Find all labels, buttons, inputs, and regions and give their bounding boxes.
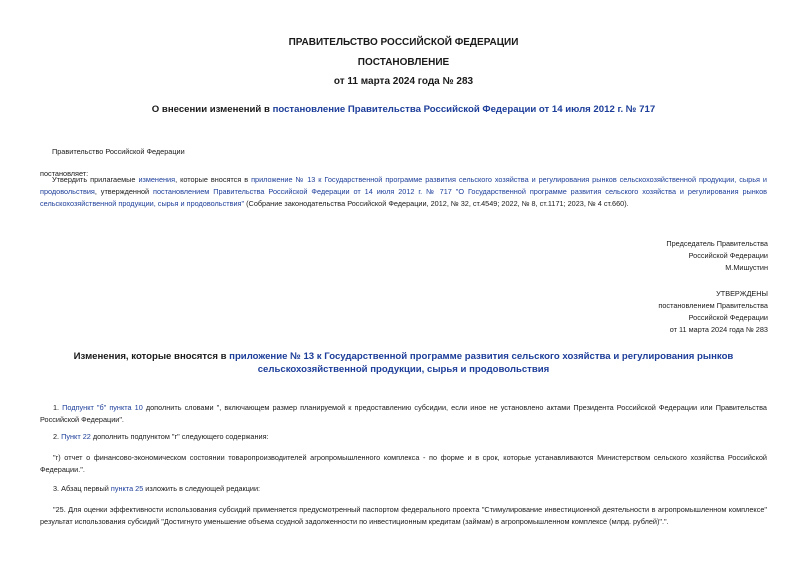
doc-date-number: от 11 марта 2024 года № 283: [333, 76, 474, 87]
item-1: [40, 402, 767, 426]
subtitle-prefix: Изменения, которые вносятся в: [73, 351, 230, 362]
item-3-text-end: изложить в следующей редакции:: [143, 484, 261, 493]
subtitle-annex-link[interactable]: приложение № 13 к Государственной программе развития сельского хозяйства и регулирования рынков сельскохозяйственной продукции, сырья и продовольствия: [229, 351, 734, 375]
item-2-link[interactable]: Пункт 22: [61, 432, 91, 441]
approval-line3: Российской Федерации: [688, 313, 768, 322]
preamble-paragraph: [40, 174, 767, 210]
item-3: [53, 483, 260, 495]
item-2-number: 2.: [53, 432, 62, 441]
item-1-link[interactable]: Подпункт "б" пункта 10: [62, 403, 143, 412]
approval-heading: УТВЕРЖДЕНЫ: [716, 289, 768, 298]
item-1-text: дополнить словами ", включающем размер планируемой к предоставлению субсидии, если иное не установлено актами Президента Российской Федерации или Правительства Российской Федерации".: [40, 403, 767, 424]
preamble-text-mid2: , утвержденной: [94, 187, 154, 196]
approval-line2: постановлением Правительства: [658, 301, 768, 310]
item-1-number: 1.: [53, 403, 63, 412]
preamble-text-end: (Собрание законодательства Российской Федерации, 2012, № 32, ст.4549; 2022, № 8, ст.1171; 2023, № 4 ст.660).: [244, 199, 629, 208]
approval-block: [548, 288, 768, 336]
government-heading: ПРАВИТЕЛЬСТВО РОССИЙСКОЙ ФЕДЕРАЦИИ: [288, 37, 519, 48]
issuer-text: Правительство Российской Федерации: [52, 147, 185, 156]
approval-date: от 11 марта 2024 года № 283: [669, 325, 768, 334]
preamble-text-start: Утвердить прилагаемые: [52, 175, 139, 184]
item-2: [53, 431, 269, 443]
decree-link[interactable]: постановлением Правительства Российской Федерации от 14 июля 2012 г. № 717 "О Государственной программе развития сельского хозяйства и регулирования рынков сельскохозяйственной продукции, сырья и продовольствия": [40, 187, 767, 208]
signature-position: Председатель Правительства: [666, 239, 768, 248]
item-2-text: дополнить подпунктом "г" следующего содержания:: [90, 432, 269, 441]
signature-name: М.Мишустин: [725, 263, 768, 272]
item-3-quote: "25. Для оценки эффективности использования субсидий применяется предусмотренный паспортом федерального проекта "Стимулирование инвестиционной деятельности в агропромышленном комплексе" результат использования субсидий "Достигнуто уменьшение объема ссудной задолженности по инвестиционным кредитам (займам) в агропромышленном комплексе (млрд. рублей)".".: [40, 505, 767, 526]
changes-subtitle: [40, 350, 767, 376]
item-3-text-start: 3. Абзац первый: [53, 484, 111, 493]
doc-type-heading: ПОСТАНОВЛЕНИЕ: [357, 57, 450, 68]
item-2-quote: "г) отчет о финансово-экономическом состоянии товаропроизводителей агропромышленного комплекса - по форме и в срок, которые устанавливаются Министерством сельского хозяйства Российской Федерации.".: [40, 453, 767, 474]
signature-country: Российской Федерации: [688, 251, 768, 260]
doc-title: [0, 104, 807, 115]
resolves-text: постановляет:: [40, 169, 89, 178]
annex-13-link[interactable]: приложение № 13 к Государственной программе развития сельского хозяйства и регулирования рынков сельскохозяйственной продукции, сырья и продовольствия: [40, 175, 768, 196]
decree-717-link[interactable]: постановление Правительства Российской Федерации от 14 июля 2012 г. № 717: [272, 104, 656, 115]
item-3-link[interactable]: пункта 25: [110, 484, 144, 493]
preamble-text-mid1: , которые вносятся в: [175, 175, 252, 184]
signature-block: [548, 238, 768, 274]
changes-link[interactable]: изменения: [138, 175, 176, 184]
doc-title-prefix: О внесении изменений в: [151, 104, 273, 115]
